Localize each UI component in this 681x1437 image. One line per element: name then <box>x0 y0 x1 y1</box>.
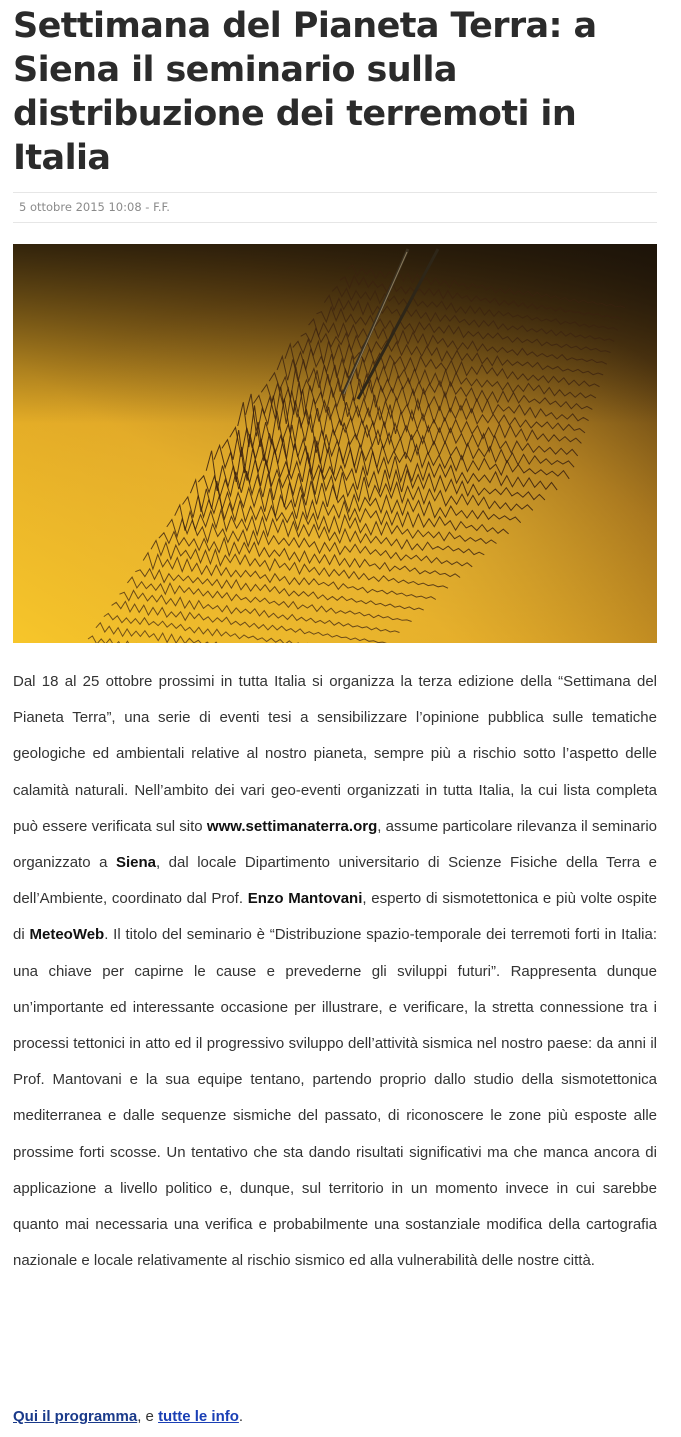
professor-name: Enzo Mantovani <box>247 890 363 908</box>
links-end: . <box>238 1408 244 1425</box>
site-name: www.settimanaterra.org <box>206 817 378 835</box>
links-separator: , e <box>137 1408 159 1425</box>
article-title: Settimana del Pianeta Terra: a Siena il seminario sulla distribuzione dei terremoti in Italia <box>13 6 597 178</box>
body-text-4: , esperto di sismotettonica e più volte ospite di <box>13 890 657 944</box>
brand-name: MeteoWeb <box>29 926 105 944</box>
article-meta: 5 ottobre 2015 10:08 - F.F. <box>13 192 657 223</box>
seismograph-image <box>13 244 657 643</box>
body-text-1: Dal 18 al 25 ottobre prossimi in tutta Italia si organizza la terza edizione della “Settimana del Pianeta Terra”, una serie di eventi tesi a sensibilizzare l’opinione pubblica sulle tematiche geologiche ed ambientali relative al nostro pianeta, sempre più a rischio sotto l’aspetto delle calamità naturali. Nell’ambito dei vari geo-eventi organizzati in tutta Italia, la cui lista completa può essere verificata sul sito <box>13 673 657 835</box>
article-body <box>13 664 657 1279</box>
programma-link[interactable]: Qui il programma <box>13 1408 138 1425</box>
article <box>13 0 658 1425</box>
city-name: Siena <box>115 854 156 872</box>
article-links <box>13 1405 657 1429</box>
body-text-2: , assume particolare rilevanza il seminario organizzato a <box>13 817 657 872</box>
body-text-5: . Il titolo del seminario è “Distribuzione spazio-temporale dei terremoti forti in Italia: una chiave per capirne le cause e prevederne gli sviluppi futuri”. Rappresenta dunque un’importante ed interessante occasione per illustrare, e verificare, la stretta connessione tra i processi tettonici in atto ed il progressivo sviluppo dell’attività sismica nel nostro paese: da anni il Prof. Mantovani e la sua equipe tentano, partendo proprio dallo studio della sismotettonica mediterranea e dalle sequenze sismiche del passato, di riconoscere le zone più esposte alle prossime forti scosse. Un tentativo che sta dando risultati significativi ma che manca ancora di applicazione a livello politico e, dunque, sul territorio in un momento invece in cui sarebbe quanto mai necessaria una verifica e probabilmente una sostanziale modifica della cartografia nazionale e locale relativamente al rischio sismico ed alla vulnerabilità delle nostre città. <box>13 926 658 1270</box>
info-link[interactable]: tutte le info <box>158 1408 239 1425</box>
body-text-3: , dal locale Dipartimento universitario di Scienze Fisiche della Terra e dell’Ambiente, coordinato dal Prof. <box>13 854 657 908</box>
